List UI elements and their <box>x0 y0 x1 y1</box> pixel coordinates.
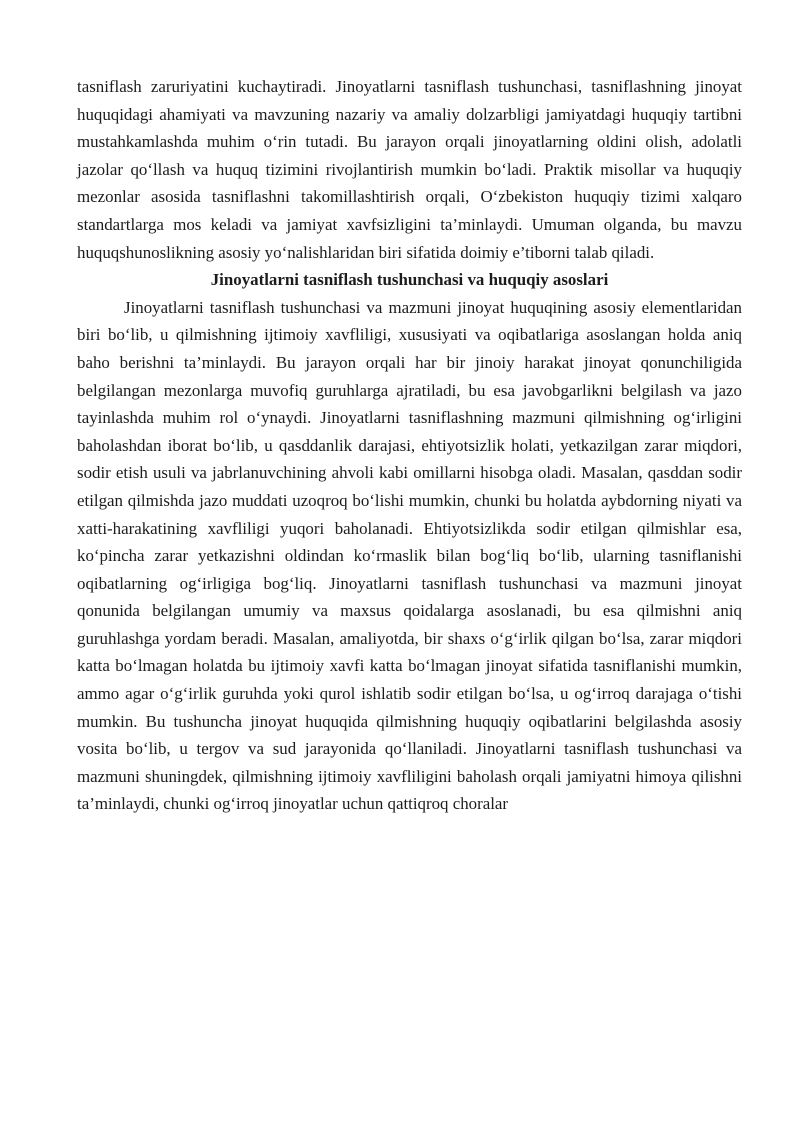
document-body <box>77 73 742 818</box>
body-paragraph: Jinoyatlarni tasniflash tushunchasi va mazmuni jinoyat huquqining asosiy elementlaridan biri bo‘lib, u qilmishning ijtimoiy xavfliligi, xususiyati va oqibatlariga asoslangan holda aniq baho berishni ta’minlaydi. Bu jarayon orqali har bir jinoiy harakat jinoyat qonunchiligida belgilangan mezonlarga muvofiq guruhlarga ajratiladi, bu esa javobgarlikni belgilash va jazo tayinlashda muhim rol o‘ynaydi. Jinoyatlarni tasniflashning mazmuni qilmishning og‘irligini baholashdan iborat bo‘lib, u qasddanlik darajasi, ehtiyotsizlik holati, yetkazilgan zarar miqdori, sodir etish usuli va jabrlanuvchining ahvoli kabi omillarni hisobga oladi. Masalan, qasddan sodir etilgan qilmishda jazo muddati uzoqroq bo‘lishi mumkin, chunki bu holatda aybdorning niyati va xatti-harakatining xavfliligi yuqori baholanadi. Ehtiyotsizlikda sodir etilgan qilmishlar esa, ko‘pincha zarar yetkazishni oldindan ko‘rmaslik bilan bog‘liq bo‘lib, ularning tasniflanishi oqibatlarning og‘irligiga bog‘liq. Jinoyatlarni tasniflash tushunchasi va mazmuni jinoyat qonunida belgilangan umumiy va maxsus qoidalarga asoslanadi, bu esa qilmishni aniq guruhlashga yordam beradi. Masalan, amaliyotda, bir shaxs o‘g‘irlik qilgan bo‘lsa, zarar miqdori katta bo‘lmagan holatda bu ijtimoiy xavfi katta bo‘lmagan jinoyat sifatida tasniflanishi mumkin, ammo agar o‘g‘irlik guruhda yoki qurol ishlatib sodir etilgan bo‘lsa, u og‘irroq darajaga o‘tishi mumkin. Bu tushuncha jinoyat huquqida qilmishning huquqiy oqibatlarini belgilashda asosiy vosita bo‘lib, u tergov va sud jarayonida qo‘llaniladi. Jinoyatlarni tasniflash tushunchasi va mazmuni shuningdek, qilmishning ijtimoiy xavfliligini baholash orqali jamiyatni himoya qilishni ta’minlaydi, chunki og‘irroq jinoyatlar uchun qattiqroq choralar <box>77 297 742 814</box>
body-paragraph: tasniflash zaruriyatini kuchaytiradi. Jinoyatlarni tasniflash tushunchasi, tasniflashning jinoyat huquqidagi ahamiyati va mavzuning nazariy va amaliy dolzarbligi jamiyatdagi huquqiy tartibni mustahkamlashda muhim o‘rin tutadi. Bu jarayon orqali jinoyatlarning oldini olish, adolatli jazolar qo‘llash va huquq tizimini rivojlantirish mumkin bo‘ladi. Praktik misollar va huquqiy mezonlar asosida tasniflashni takomillashtirish orqali, O‘zbekiston huquqiy tizimi xalqaro standartlarga mos keladi va jamiyat xavfsizligini ta’minlaydi. Umuman olganda, bu mavzu huquqshunoslikning asosiy yo‘nalishlaridan biri sifatida doimiy e’tiborni talab qiladi. <box>77 77 742 262</box>
section-heading: Jinoyatlarni tasniflash tushunchasi va huquqiy asoslari <box>210 270 609 290</box>
